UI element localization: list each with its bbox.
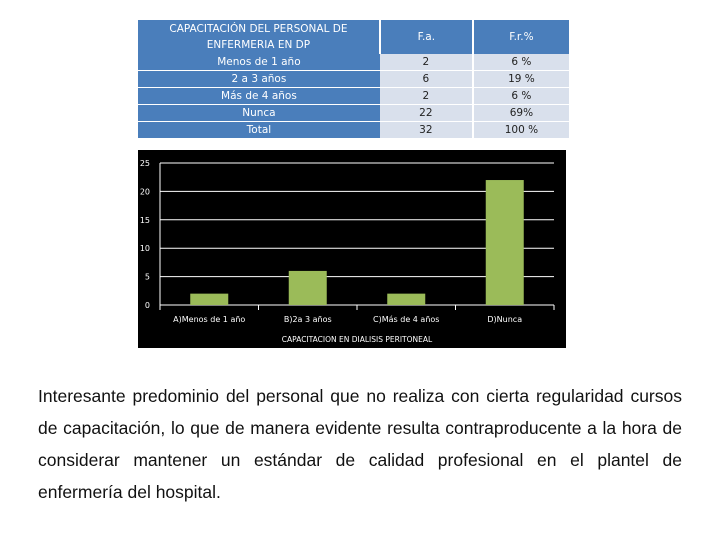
x-tick-label: C)Más de 4 años bbox=[373, 315, 440, 324]
table-row bbox=[138, 88, 570, 105]
row-fa: 2 bbox=[380, 88, 473, 105]
row-fa: 22 bbox=[380, 105, 473, 122]
row-fa: 2 bbox=[380, 54, 473, 71]
capacitacion-table bbox=[138, 20, 571, 139]
table-row bbox=[138, 122, 570, 139]
table-row bbox=[138, 71, 570, 88]
row-fa: 6 bbox=[380, 71, 473, 88]
header-fa: F.a. bbox=[380, 20, 473, 54]
bar bbox=[486, 180, 524, 305]
bar-chart bbox=[138, 150, 566, 348]
conclusion-paragraph: Interesante predominio del personal que no realiza con cierta regularidad cursos de capacitación, lo que de manera evidente resulta contraproducente a la hora de considerar mantener un estándar de calidad profesional en el plantel de enfermería del hospital. bbox=[38, 386, 682, 502]
bar bbox=[387, 294, 425, 305]
y-tick-label: 15 bbox=[139, 215, 150, 225]
row-fa: 32 bbox=[380, 122, 473, 139]
row-fr: 6 % bbox=[473, 88, 570, 105]
x-tick-label: B)2a 3 años bbox=[283, 315, 332, 324]
row-fr: 69% bbox=[473, 105, 570, 122]
header-capacitacion: CAPACITACIÓN DEL PERSONAL DE ENFERMERIA EN DP bbox=[138, 20, 380, 54]
bar bbox=[190, 294, 228, 305]
header-fr: F.r.% bbox=[473, 20, 570, 54]
y-tick-label: 0 bbox=[144, 301, 150, 310]
row-label: Nunca bbox=[138, 105, 380, 122]
row-label: Menos de 1 año bbox=[138, 54, 380, 71]
bar bbox=[289, 271, 327, 305]
x-axis-title: CAPACITACION EN DIALISIS PERITONEAL bbox=[281, 335, 433, 344]
table-row bbox=[138, 105, 570, 122]
y-tick-label: 20 bbox=[139, 187, 150, 197]
y-tick-label: 10 bbox=[139, 244, 150, 254]
row-fr: 100 % bbox=[473, 122, 570, 139]
row-label: 2 a 3 años bbox=[138, 71, 380, 88]
row-label: Más de 4 años bbox=[138, 88, 380, 105]
table-header-row bbox=[138, 20, 570, 54]
row-fr: 6 % bbox=[473, 54, 570, 71]
y-tick-label: 25 bbox=[139, 159, 150, 168]
row-fr: 19 % bbox=[473, 71, 570, 88]
x-tick-label: A)Menos de 1 año bbox=[173, 315, 246, 324]
table-row bbox=[138, 54, 570, 71]
y-tick-label: 5 bbox=[144, 272, 150, 282]
row-label: Total bbox=[138, 122, 380, 139]
bar-chart-svg bbox=[138, 150, 566, 348]
x-tick-label: D)Nunca bbox=[487, 315, 523, 324]
